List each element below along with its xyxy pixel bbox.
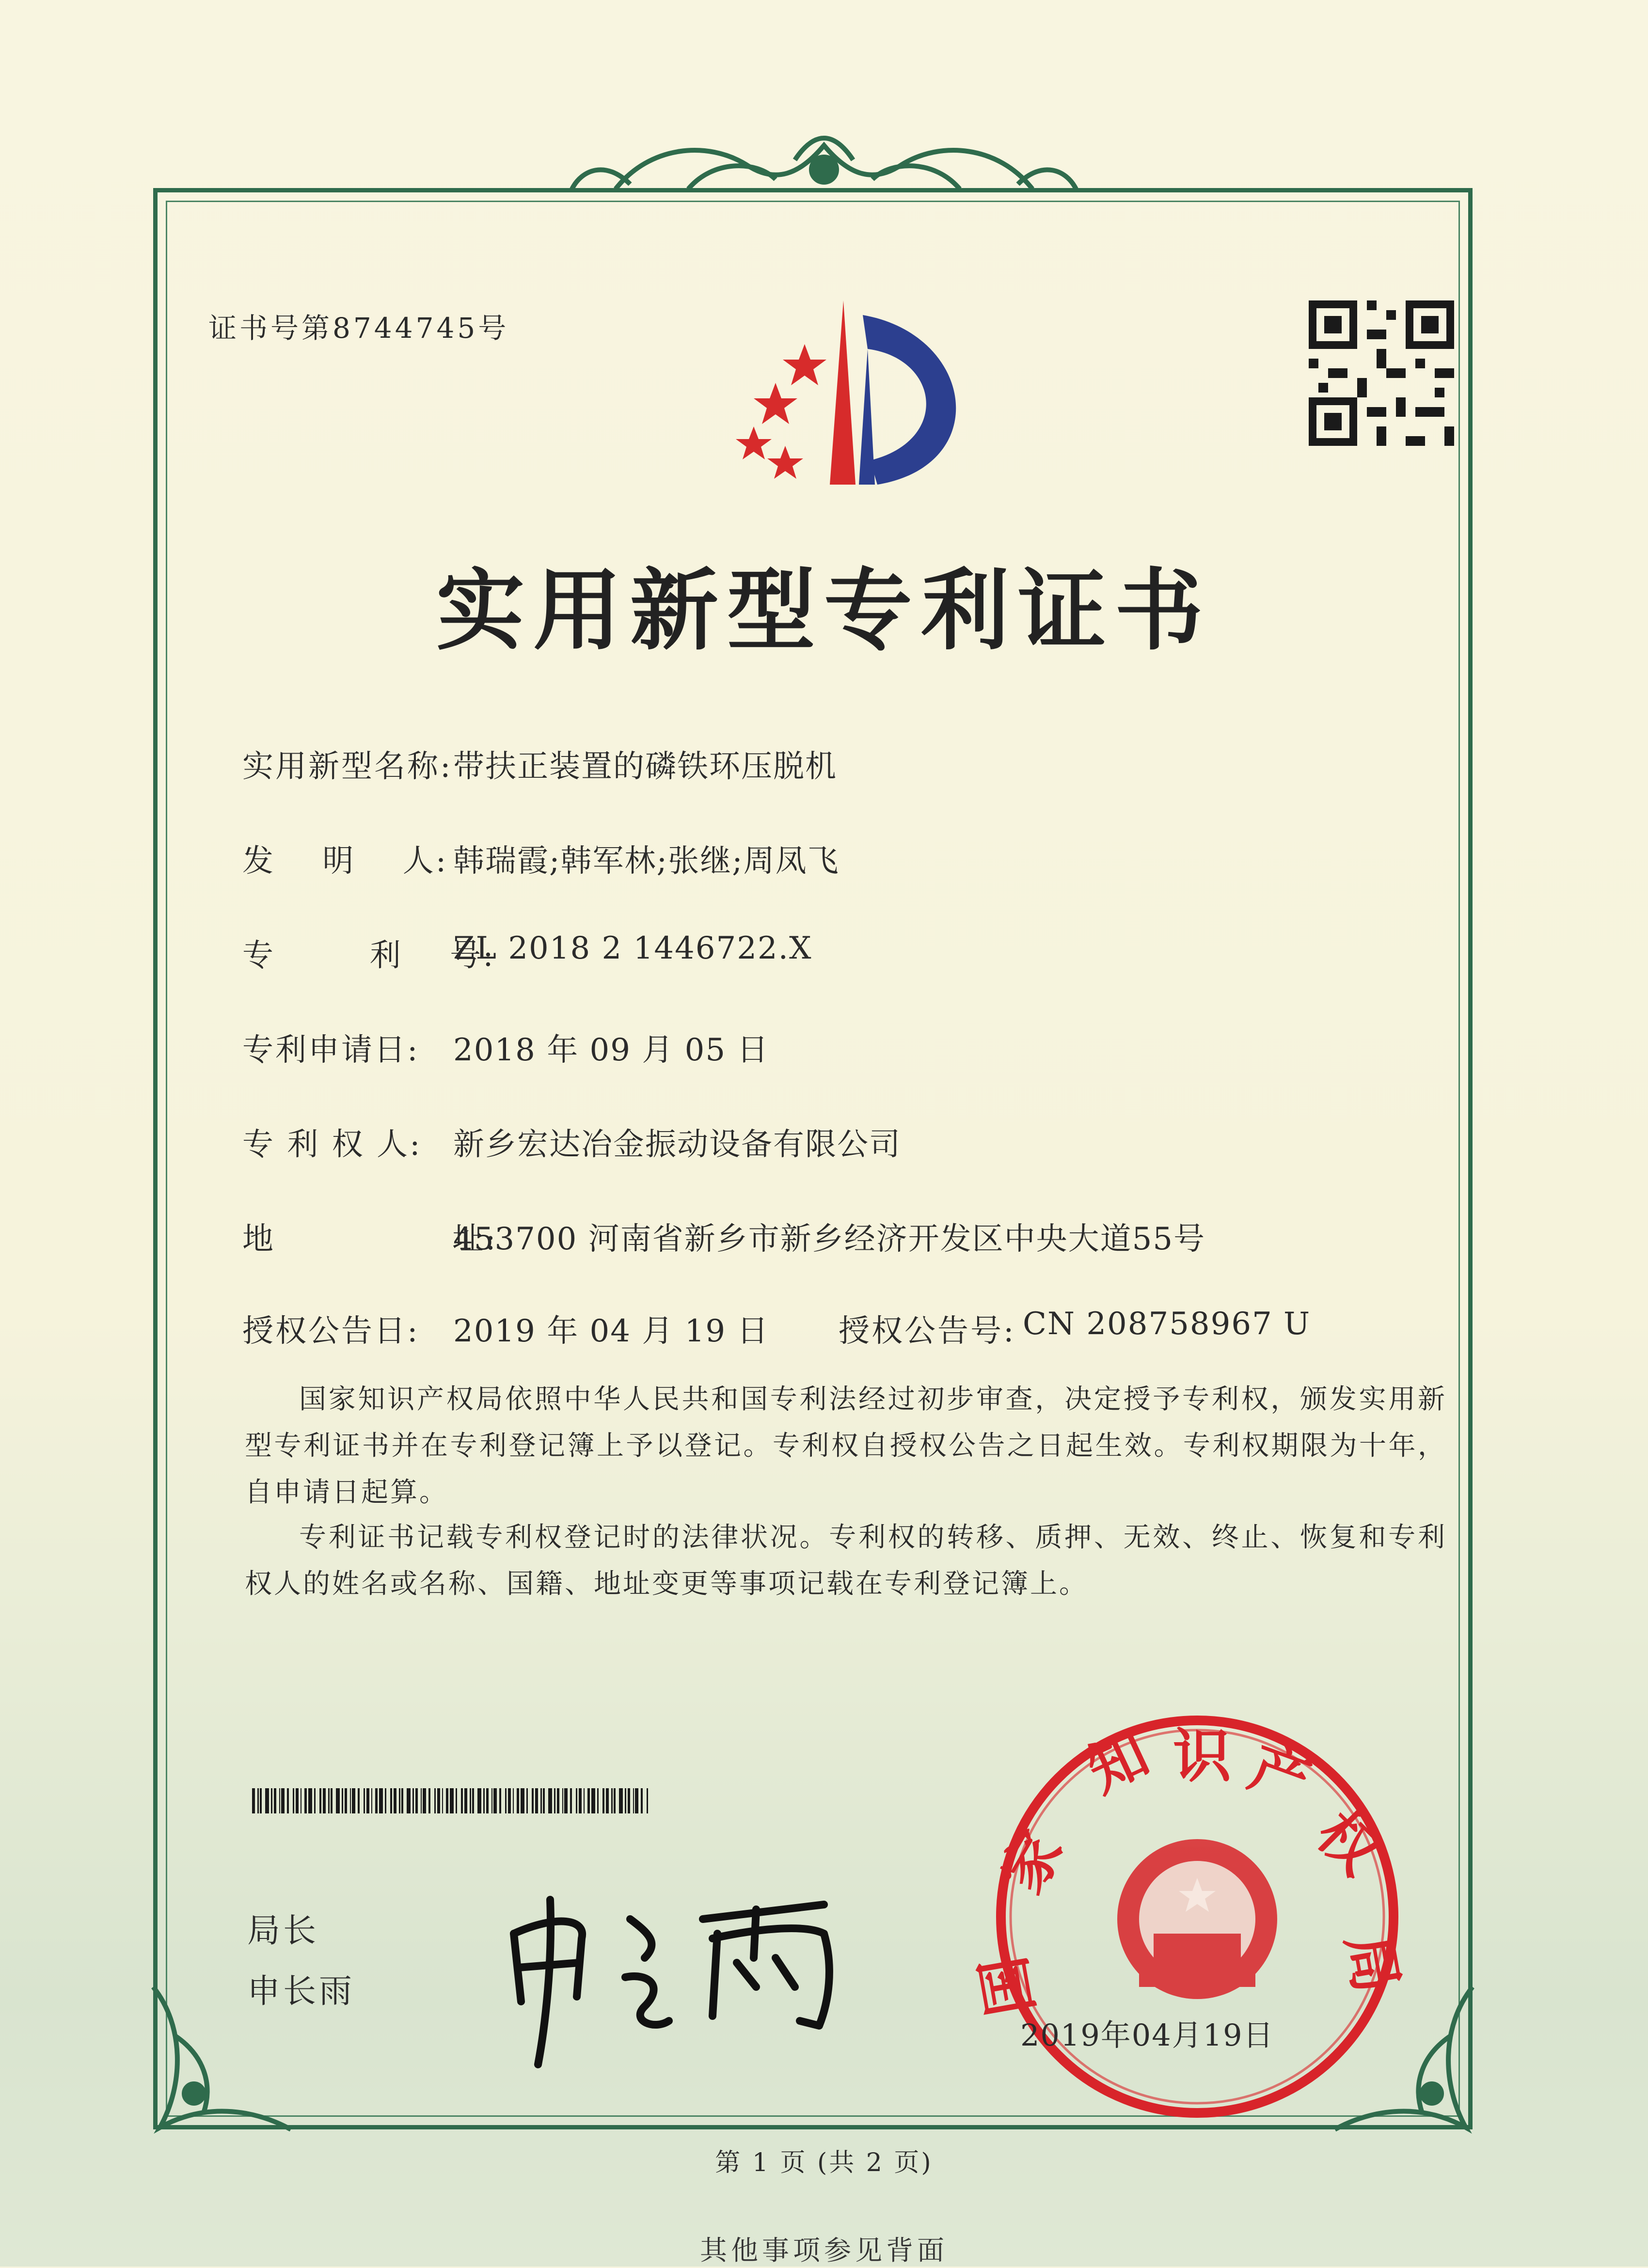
paragraph-2: 专利证书记载专利权登记时的法律状况。专利权的转移、质押、无效、终止、恢复和专利权人的姓名或名称、国籍、地址变更等事项记载在专利登记簿上。 bbox=[245, 1522, 1447, 1600]
grant-date-label: 授权公告日: bbox=[242, 1313, 420, 1349]
certificate-number: 证书号第8744745号 bbox=[208, 312, 509, 345]
svg-text:产: 产 bbox=[1241, 1734, 1318, 1815]
certificate-title: 实用新型专利证书 bbox=[436, 558, 1212, 662]
name-value: 带扶正装置的磷铁环压脱机 bbox=[453, 749, 837, 785]
svg-text:局: 局 bbox=[1335, 1929, 1409, 1998]
svg-text:知: 知 bbox=[1078, 1721, 1158, 1805]
filing-date-value: 2018 年 09 月 05 日 bbox=[453, 1032, 769, 1068]
patent-no-label: 专 利 号: bbox=[242, 938, 495, 974]
svg-text:家: 家 bbox=[990, 1821, 1075, 1904]
patentee-value: 新乡宏达冶金振动设备有限公司 bbox=[453, 1127, 901, 1163]
director-title: 局长 bbox=[247, 1912, 319, 1950]
svg-text:识: 识 bbox=[1173, 1724, 1231, 1789]
grant-no-label: 授权公告号: bbox=[839, 1313, 1016, 1349]
patentee-label: 专 利 权 人: bbox=[242, 1127, 422, 1163]
footer-note: 其他事项参见背面 bbox=[700, 2235, 948, 2267]
filing-date-label: 专利申请日: bbox=[242, 1032, 420, 1068]
seal-date: 2019年04月19日 bbox=[1020, 2017, 1274, 2053]
page-number: 第 1 页 (共 2 页) bbox=[715, 2148, 933, 2177]
name-label: 实用新型名称: bbox=[242, 749, 453, 785]
director-name: 申长雨 bbox=[247, 1972, 355, 2011]
inventor-label: 发 明 人: bbox=[242, 843, 448, 879]
address-value: 453700 河南省新乡市新乡经济开发区中央大道55号 bbox=[453, 1221, 1206, 1257]
address-label: 地 址: bbox=[242, 1221, 498, 1257]
inventor-value: 韩瑞霞;韩军林;张继;周凤飞 bbox=[453, 843, 840, 879]
paragraph-1: 国家知识产权局依照中华人民共和国专利法经过初步审查，决定授予专利权，颁发实用新型专利证书并在专利登记簿上予以登记。专利权自授权公告之日起生效。专利权期限为十年，自申请日起算。 bbox=[245, 1384, 1447, 1508]
patent-no-value: ZL 2018 2 1446722.X bbox=[453, 930, 812, 966]
grant-date-value: 2019 年 04 月 19 日 bbox=[453, 1313, 769, 1349]
svg-text:国: 国 bbox=[971, 1952, 1045, 2020]
svg-text:权: 权 bbox=[1304, 1800, 1392, 1887]
grant-no-value: CN 208758967 U bbox=[1023, 1306, 1311, 1342]
